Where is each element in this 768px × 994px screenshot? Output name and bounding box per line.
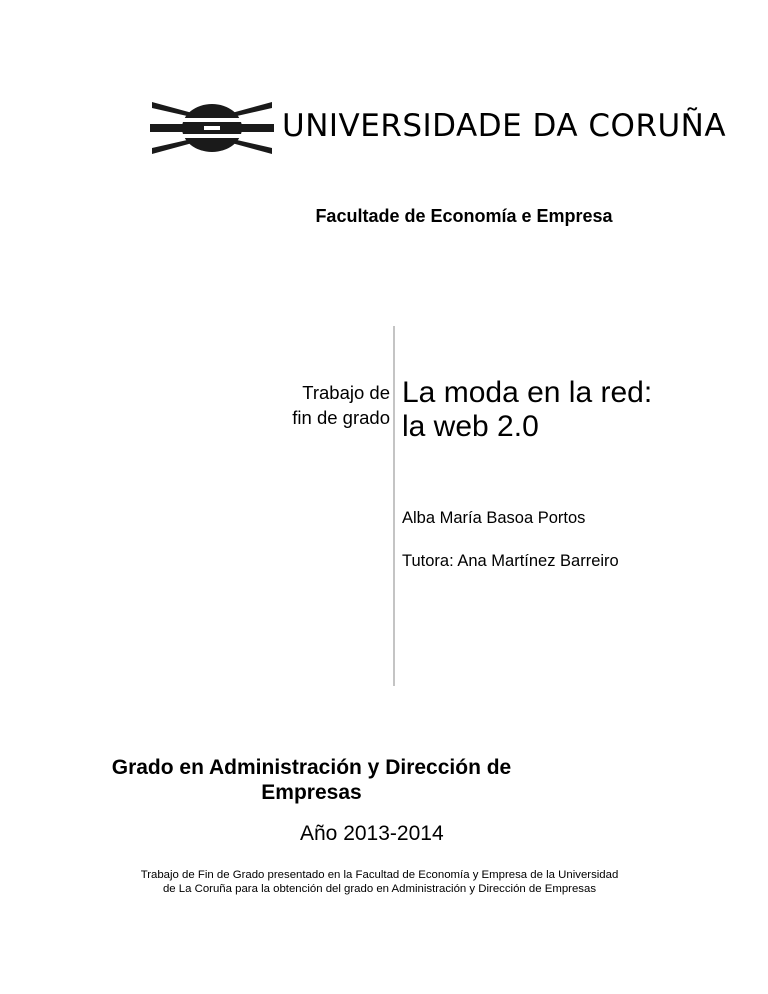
- submission-note: [0, 868, 768, 896]
- thesis-type-line1: Trabajo de: [302, 382, 390, 403]
- vertical-divider: [393, 326, 395, 686]
- university-logo-icon: [150, 98, 274, 158]
- submission-note-line1: Trabajo de Fin de Grado presentado en la Facultad de Economía y Empresa de la Universidad: [140, 869, 619, 881]
- author-name: Alba María Basoa Portos: [402, 509, 586, 527]
- university-logo: [150, 98, 727, 158]
- submission-note-line2: de La Coruña para la obtención del grado en Administración y Dirección de Empresas: [162, 883, 597, 895]
- thesis-type-label: [292, 380, 390, 430]
- tutor-name: Tutora: Ana Martínez Barreiro: [402, 552, 619, 570]
- thesis-type-line2: fin de grado: [292, 407, 390, 428]
- faculty-name: [0, 206, 768, 227]
- degree-title-line1: Grado en Administración y Dirección de: [111, 756, 512, 779]
- thesis-title-line1: La moda en la red:: [402, 376, 653, 409]
- thesis-title: [402, 376, 652, 444]
- degree-title-line2: Empresas: [261, 781, 362, 804]
- degree-title: [0, 755, 768, 805]
- academic-year: Año 2013-2014: [300, 822, 444, 845]
- faculty-name-text: Facultade de Economía e Empresa: [315, 206, 613, 226]
- university-name: UNIVERSIDADE DA CORUÑA: [282, 108, 727, 144]
- thesis-title-line2: la web 2.0: [402, 410, 539, 443]
